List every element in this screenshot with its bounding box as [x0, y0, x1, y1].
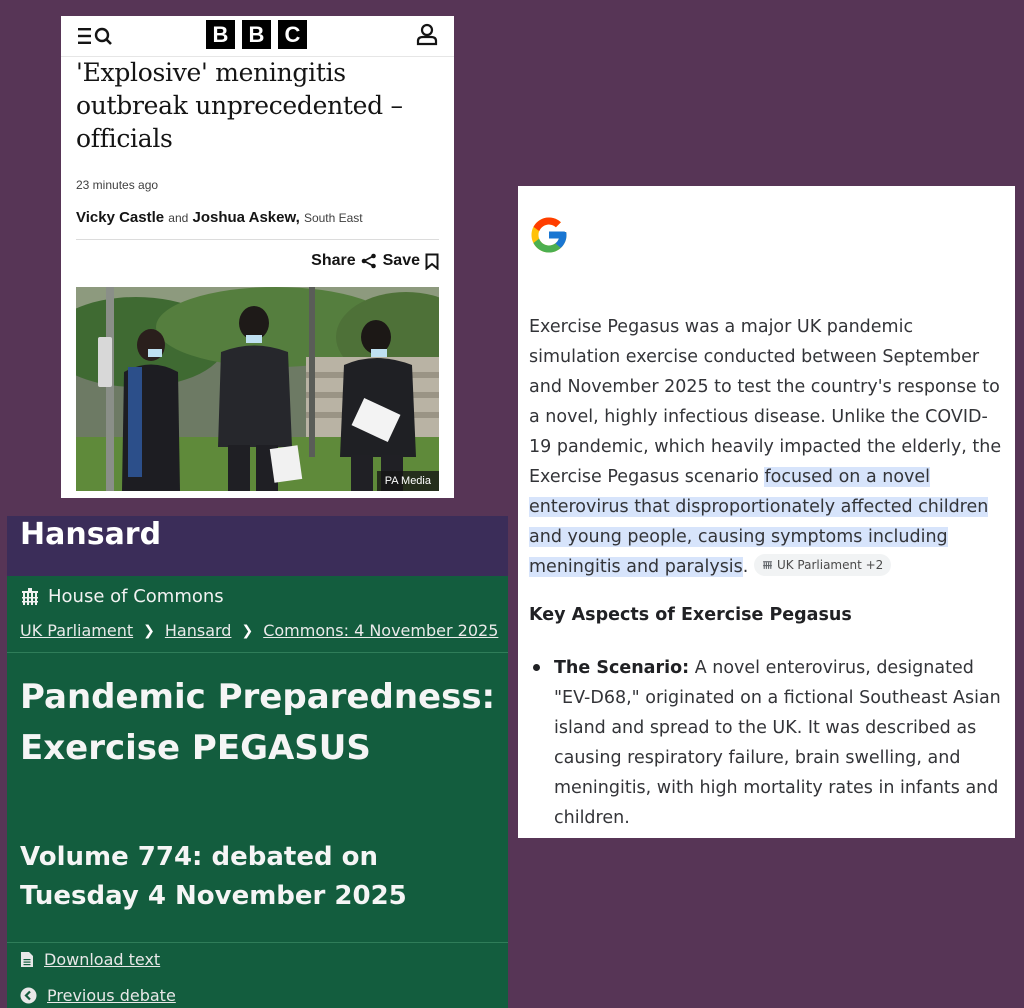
previous-debate-label: Previous debate: [47, 986, 176, 1005]
hansard-card: [7, 516, 508, 1008]
share-save-row: [311, 252, 439, 270]
bbc-article-card: [61, 16, 454, 498]
breadcrumb-link[interactable]: Hansard: [164, 621, 232, 640]
ai-overview-text: [529, 312, 1009, 582]
breadcrumb-link[interactable]: Commons: 4 November 2025: [263, 621, 499, 640]
breadcrumb: [20, 621, 498, 640]
debate-title: Pandemic Preparedness: Exercise PEGASUS: [20, 677, 496, 768]
volume-info: Volume 774: debated on Tuesday 4 November 2025: [20, 842, 407, 911]
portcullis-icon: [20, 587, 40, 607]
house-of-commons-label: [20, 586, 224, 607]
divider: [7, 942, 508, 943]
source-chip-label: UK Parliament +2: [776, 557, 884, 572]
chevron-right-icon: ❯: [143, 622, 155, 639]
people-in-masks-photo: [76, 287, 439, 491]
list-item: [529, 653, 1009, 833]
author-name[interactable]: Joshua Askew,: [192, 209, 300, 226]
save-button[interactable]: [383, 252, 439, 270]
document-icon: [20, 951, 34, 968]
house-name: House of Commons: [48, 586, 224, 607]
overview-punctuation: .: [742, 557, 749, 577]
byline-conjunction: and: [168, 211, 189, 225]
hansard-header: [7, 516, 508, 576]
overview-intro: Exercise Pegasus was a major UK pandemic simulation exercise conducted between September and November 2025 to test the country's response to a novel, highly infectious disease. Unlike the COVID-19 pandemic, which heavily impacted the elderly, the Exercise Pegasus scenario: [529, 317, 1002, 487]
download-text-label: Download text: [44, 950, 161, 969]
bbc-logo-letter: C: [278, 20, 307, 49]
share-button[interactable]: [311, 252, 376, 270]
bullet-icon: [533, 664, 540, 671]
divider: [76, 239, 439, 240]
share-label: Share: [311, 252, 356, 269]
bullet-text: A novel enterovirus, designated "EV-D68," originated on a fictional Southeast Asian island and spread to the UK. It was described as causing respiratory failure, brain swelling, and meningitis, with high mortality rates in infants and children.: [554, 658, 1001, 828]
news-photo: [76, 287, 439, 491]
share-icon: [361, 253, 377, 269]
highlighted-passage: focused on a novel enterovirus that disproportionately affected children and young people, causing symptoms including meningitis and paralysis: [529, 467, 989, 577]
save-label: Save: [382, 252, 420, 269]
chevron-left-circle-icon: [20, 987, 37, 1004]
google-ai-overview-card: [518, 186, 1015, 838]
breadcrumb-link[interactable]: UK Parliament: [20, 621, 134, 640]
hansard-title[interactable]: Hansard: [20, 517, 162, 552]
download-text-link[interactable]: [20, 950, 160, 969]
account-icon[interactable]: [415, 22, 439, 46]
article-timestamp: 23 minutes ago: [76, 178, 159, 192]
key-aspects-heading: Key Aspects of Exercise Pegasus: [529, 605, 852, 625]
portcullis-icon: [762, 559, 773, 570]
bullet-label: The Scenario:: [554, 658, 690, 678]
menu-search-icon[interactable]: [77, 25, 119, 47]
previous-debate-link[interactable]: [20, 986, 176, 1005]
bookmark-icon: [425, 253, 439, 270]
photo-credit: PA Media: [377, 471, 439, 491]
chevron-right-icon: ❯: [241, 622, 254, 639]
bbc-logo-letter: B: [206, 20, 235, 49]
bbc-top-bar: [61, 16, 454, 57]
divider: [7, 652, 508, 653]
key-aspects-list: [529, 653, 1009, 833]
google-logo-icon: [528, 214, 570, 256]
article-headline: 'Explosive' meningitis outbreak unprecedented – officials: [76, 58, 403, 153]
author-name[interactable]: Vicky Castle: [76, 209, 165, 226]
bbc-logo[interactable]: [206, 20, 307, 49]
article-byline: [76, 209, 363, 226]
bbc-logo-letter: B: [242, 20, 271, 49]
author-region: South East: [303, 211, 363, 225]
source-chip[interactable]: [754, 554, 891, 576]
